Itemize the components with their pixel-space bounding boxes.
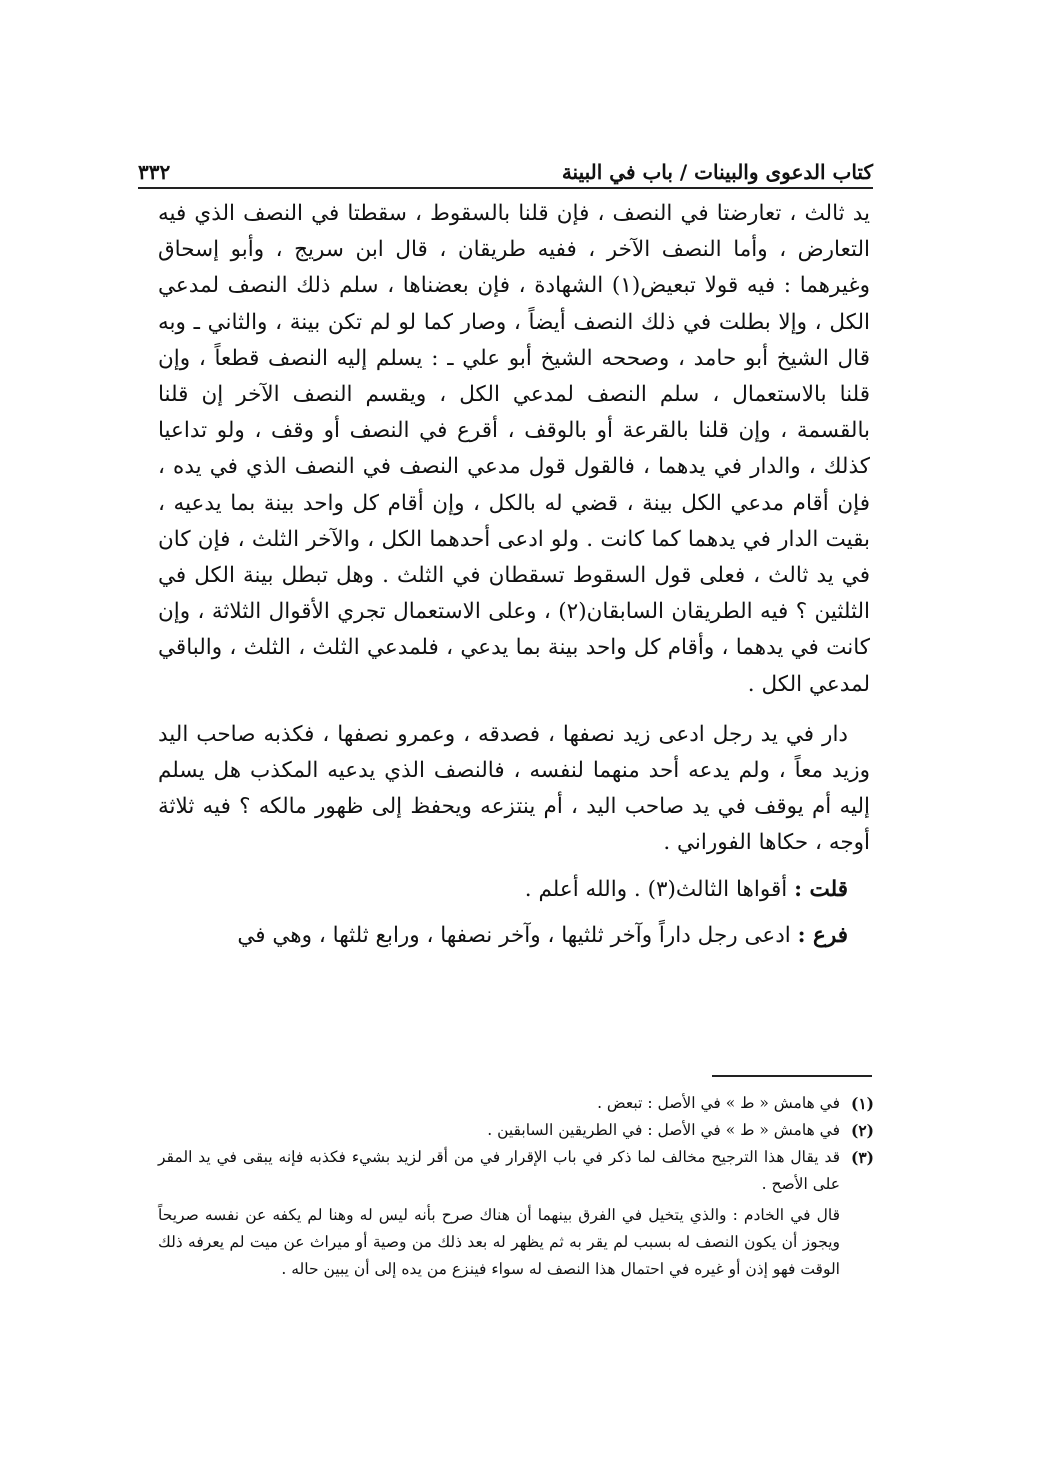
footnote-3-text: قد يقال هذا الترجيح مخالف لما ذكر في باب الإقرار في من أقر لزيد بشيء فكذبه فإنه يبقى في يد المقر على الأصح . [158, 1148, 840, 1193]
qultu-label: قلت : [794, 876, 848, 902]
paragraph-4 [158, 918, 870, 954]
footnote-1 [158, 1090, 874, 1117]
footnote-2 [158, 1117, 874, 1144]
paragraph-3 [158, 872, 870, 908]
footnote-1-text: في هامش « ط » في الأصل : تبعض . [597, 1094, 840, 1112]
main-text [158, 196, 870, 954]
footnote-1-number: (١) [850, 1094, 874, 1113]
header-rule [138, 187, 873, 189]
paragraph-2: دار في يد رجل ادعى زيد نصفها ، فصدقه ، وعمرو نصفها ، فكذبه صاحب اليد وزيد معاً ، ولم يدعه أحد منهما لنفسه ، فالنصف الذي يدعيه المكذب هل يسلم إليه أم يوقف في يد صاحب اليد ، أم ينتزعه ويحفظ إلى ظهور مالكه ؟ فيه ثلاثة أوجه ، حكاها الفوراني . [158, 721, 870, 856]
footnote-3 [158, 1144, 874, 1198]
footnote-3-number: (٣) [850, 1148, 874, 1167]
running-header [138, 142, 873, 184]
header-title: كتاب الدعوى والبينات / باب في البينة [561, 160, 873, 184]
page-number: ٣٣٢ [138, 160, 171, 184]
footnote-rule [712, 1075, 872, 1077]
footnotes [158, 1090, 874, 1283]
footnote-2-text: في هامش « ط » في الأصل : في الطريقين السابقين . [487, 1121, 840, 1139]
far-label: فرع : [797, 922, 848, 948]
paragraph-1: يد ثالث ، تعارضتا في النصف ، فإن قلنا بالسقوط ، سقطتا في النصف الذي فيه التعارض ، وأما النصف الآخر ، ففيه طريقان ، قال ابن سريج ، وأبو إسحاق وغيرهما : فيه قولا تبعيض(١) الشهادة ، فإن بعضناها ، سلم ذلك النصف لمدعي الكل ، وإلا بطلت في ذلك النصف أيضاً ، وصار كما لو لم تكن بينة ، والثاني ـ وبه قال الشيخ أبو حامد ، وصححه الشيخ أبو علي ـ : يسلم إليه النصف قطعاً ، وإن قلنا بالاستعمال ، سلم النصف لمدعي الكل ، ويقسم النصف الآخر إن قلنا بالقسمة ، وإن قلنا بالقرعة أو بالوقف ، أقرع في النصف أو وقف ، ولو تداعيا كذلك ، والدار في يدهما ، فالقول قول مدعي النصف في النصف الذي في يده ، فإن أقام مدعي الكل بينة ، قضي له بالكل ، وإن أقام كل واحد بينة بما يدعيه ، بقيت الدار في يدهما كما كانت . ولو ادعى أحدهما الكل ، والآخر الثلث ، فإن كان في يد ثالث ، فعلى قول السقوط تسقطان في الثلث . وهل تبطل بينة الكل في الثلثين ؟ فيه الطريقان السابقان(٢) ، وعلى الاستعمال تجري الأقوال الثلاثة ، وإن كانت في يدهما ، وأقام كل واحد بينة بما يدعي ، فلمدعي الثلث ، الثلث ، والباقي لمدعي الكل . [158, 201, 871, 697]
footnote-2-number: (٢) [850, 1121, 874, 1140]
paragraph-3-text: أقواها الثالث(٣) . والله أعلم . [524, 876, 788, 902]
footnote-3-continuation: قال في الخادم : والذي يتخيل في الفرق بينهما أن هناك صرح بأنه ليس له وهنا لم يكفه عن نفسه صريحاً ويجوز أن يكون النصف له بسبب لم يقر به ثم يظهر له بعد ذلك من وصية أو ميراث عن ميت لم يعرفه ذلك الوقت فهو إذن أو غيره في احتمال هذا النصف له سواء فينزع من يده إلى أن يبين حاله . [158, 1206, 840, 1278]
paragraph-4-text: ادعى رجل داراً وآخر ثلثيها ، وآخر نصفها ، ورابع ثلثها ، وهي في [237, 922, 791, 948]
paragraph-gap [158, 703, 870, 717]
